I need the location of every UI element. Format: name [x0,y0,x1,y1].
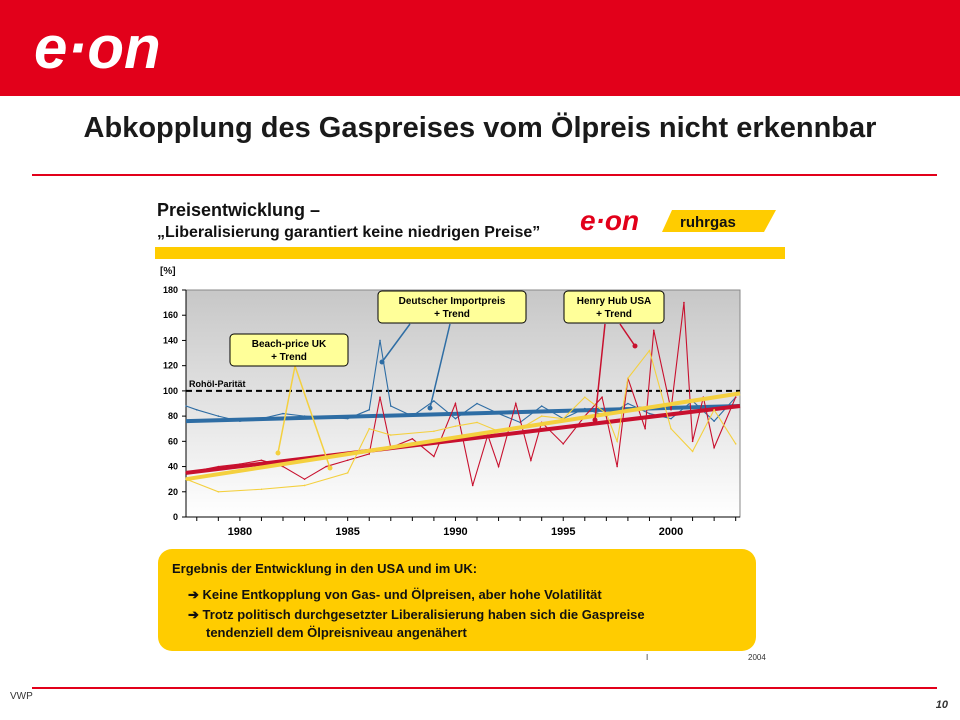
series-point-4 [584,396,586,398]
series-point-2 [692,441,694,443]
y-tick-label: 40 [167,461,178,472]
series-point-2 [498,466,500,468]
series-point-4 [541,415,543,417]
series-point-2 [562,443,564,445]
ruhrgas-text: ruhrgas [680,214,736,231]
y-tick-label: 100 [162,385,178,396]
series-point-4 [304,485,306,487]
series-point-0 [390,405,392,407]
series-point-0 [670,418,672,420]
series-point-2 [325,466,327,468]
series-point-2 [713,447,715,449]
series-point-4 [616,441,618,443]
series-point-4 [218,491,220,493]
series-point-4 [476,422,478,424]
annotation-label: Henry Hub USA [576,296,652,307]
annotation-label: Beach-price UK [251,339,327,350]
y-tick-label: 80 [167,411,178,422]
annotation-arrow-head [328,466,333,471]
series-point-2 [472,485,474,487]
series-point-2 [515,403,517,405]
series-point-4 [347,472,349,474]
series-point-0 [196,409,198,411]
series-point-4 [670,428,672,430]
x-tick-label: 1995 [550,526,576,538]
series-point-0 [218,415,220,417]
series-point-4 [627,377,629,379]
series-point-2 [601,396,603,398]
series-point-0 [649,413,651,415]
series-point-4 [261,488,263,490]
eon-logo [34,18,210,78]
series-point-0 [368,409,370,411]
eon-mini-logo-text: e·on [580,205,640,236]
price-chart [150,280,750,544]
title-strip [155,247,785,259]
series-point-0 [433,400,435,402]
footer-year: 2004 [748,653,766,662]
annotation-sublabel: + Trend [271,352,307,363]
series-point-2 [455,403,457,405]
x-tick-label: 1990 [443,526,468,538]
x-tick-label: 2000 [658,526,684,538]
series-point-4 [649,350,651,352]
header-bar [0,0,960,96]
y-tick-label: 180 [162,285,178,295]
result-bullet-1-text: Keine Entkopplung von Gas- und Ölpreisen, aber hohe Volatilität [202,587,602,602]
series-point-2 [653,330,655,332]
y-tick-label: 160 [162,310,178,321]
arrow-right-icon: ➔ [188,607,199,622]
series-point-2 [644,428,646,430]
annotation-arrow-head [380,360,385,365]
annotation-arrow-head [633,344,638,349]
series-point-2 [683,302,685,304]
series-point-4 [455,425,457,427]
page-number: 10 [935,699,948,711]
y-tick-label: 60 [167,436,178,447]
result-bullet-2-text: Trotz politisch durchgesetzter Liberalisierung haben sich die Gaspreise [202,607,645,622]
series-point-2 [670,409,672,411]
series-point-2 [530,459,532,461]
plot-area [186,290,740,517]
series-point-2 [616,466,618,468]
result-bullet-1 [188,587,602,603]
eon-logo-text: e·on [34,18,161,78]
series-point-2 [368,453,370,455]
series-point-4 [368,428,370,430]
series-point-0 [627,403,629,405]
page-title: Abkopplung des Gaspreises vom Ölpreis nicht erkennbar [83,112,877,144]
series-point-2 [304,478,306,480]
panel-title-line1: Preisentwicklung – [157,200,321,220]
series-point-2 [347,459,349,461]
annotation-arrow-head [276,451,281,456]
author-label: VWP [10,691,33,702]
annotation-sublabel: + Trend [596,309,632,320]
series-point-2 [412,438,414,440]
result-bullet-2 [188,607,645,623]
crude-oil-parity-label: Rohöl-Parität [189,378,246,389]
y-tick-label: 140 [162,335,178,346]
arrow-right-icon: ➔ [188,587,199,602]
y-tick-label: 20 [167,486,178,497]
footer-mark: I [646,653,649,662]
series-point-2 [735,396,737,398]
y-tick-label: 120 [162,360,178,371]
series-point-2 [261,459,263,461]
x-tick-label: 1980 [227,526,253,538]
x-tick-label: 1985 [335,526,360,538]
annotation-arrow-head [593,418,598,423]
series-point-0 [713,420,715,422]
y-unit-label: [%] [160,266,176,277]
series-point-4 [390,434,392,436]
series-point-0 [379,340,381,342]
annotation-sublabel: + Trend [434,309,470,320]
title-divider [32,174,937,176]
y-tick-label: 0 [172,512,178,522]
series-point-2 [433,456,435,458]
result-bullet-2-cont: tendenziell dem Ölpreisniveau angenähert [206,625,467,640]
series-point-4 [692,451,694,453]
annotation-label: Deutscher Importpreis [398,296,506,307]
series-point-4 [433,430,435,432]
series-point-0 [282,413,284,415]
series-point-0 [455,418,457,420]
result-box [158,549,756,651]
series-point-0 [185,405,187,407]
series-point-4 [735,443,737,445]
series-point-0 [541,405,543,407]
footer-divider [32,687,937,689]
result-heading: Ergebnis der Entwicklung in den USA und im UK: [172,561,478,576]
eon-ruhrgas-logo [578,204,778,236]
annotation-arrow-head [428,406,433,411]
series-point-0 [476,403,478,405]
panel-title-line2: „Liberalisierung garantiert keine niedrigen Preise” [157,224,541,241]
series-point-4 [713,409,715,411]
series-point-2 [379,396,381,398]
